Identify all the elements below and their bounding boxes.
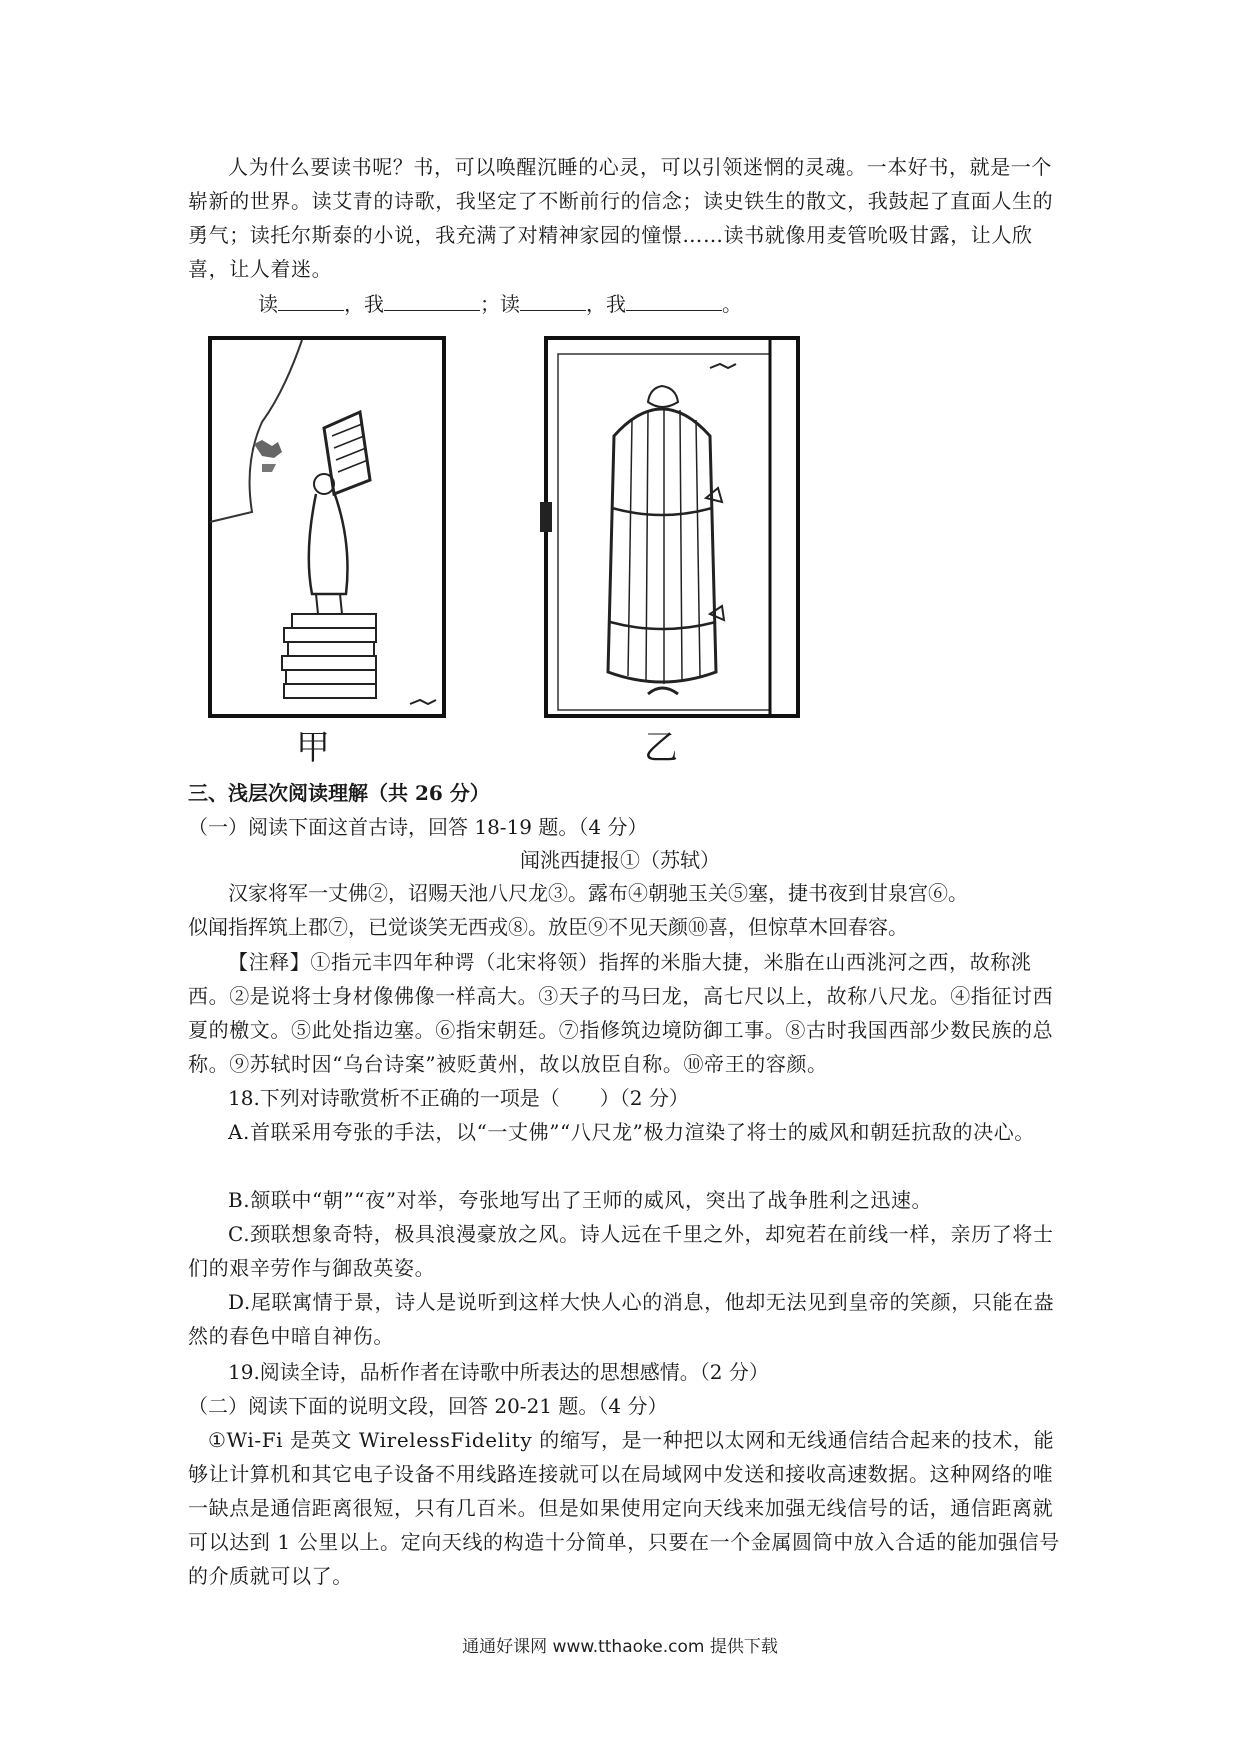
figure-label-left: 甲 [296, 728, 330, 768]
poem-line-1: 汉家将军一丈佛②，诏赐天池八尺龙③。露布④朝驰玉关⑤塞，捷书夜到甘泉宫⑥。 [228, 881, 968, 905]
figure-label-right: 乙 [644, 728, 678, 768]
cartoon-right-drawing [540, 332, 804, 766]
cartoon-figure-left [184, 332, 468, 766]
option-b[interactable]: B.颔联中“朝”“夜”对举，夸张地写出了王师的威风，突出了战争胜利之迅速。 [228, 1188, 933, 1212]
question-19: 19.阅读全诗，品析作者在诗歌中所表达的思想感情。（2 分） [228, 1360, 769, 1384]
fill-read-1: 读 [258, 292, 278, 316]
question-18: 18.下列对诗歌赏析不正确的一项是（ ）（2 分） [228, 1086, 689, 1110]
fill-end: 。 [722, 292, 742, 316]
poem-title: 闻洮西捷报①（苏轼） [520, 848, 720, 872]
footer-source: 通通好课网 www.tthaoke.com 提供下载 [462, 1637, 778, 1657]
part-one-heading: （一）阅读下面这首古诗，回答 18-19 题。（4 分） [188, 815, 648, 839]
blank-2[interactable] [384, 288, 480, 311]
intro-paragraph: 人为什么要读书呢？书，可以唤醒沉睡的心灵，可以引领迷惘的灵魂。一本好书，就是一个崭新的世界。读艾青的诗歌，我坚定了不断前行的信念；读史铁生的散文，我鼓起了直面人生的勇气；读托尔斯泰的小说，我充满了对精神家园的憧憬……读书就像用麦管吮吸甘露，让人欣喜，让人着迷。 [188, 155, 1054, 281]
fill-me-1: ，我 [344, 292, 384, 316]
cartoon-left-drawing [184, 332, 468, 766]
fill-in-blank-row [258, 287, 742, 321]
section-three-title: 三、浅层次阅读理解（共 26 分） [188, 781, 490, 805]
fill-read-2: ；读 [480, 292, 520, 316]
blank-1[interactable] [278, 288, 344, 311]
blank-3[interactable] [520, 288, 586, 311]
part-two-heading: （二）阅读下面的说明文段，回答 20-21 题。（4 分） [188, 1394, 668, 1418]
option-c[interactable]: C.颈联想象奇特，极具浪漫豪放之风。诗人远在千里之外，却宛若在前线一样，亲历了将士们的艰辛劳作与御敌英姿。 [188, 1222, 1054, 1280]
wifi-paragraph: ①Wi-Fi 是英文 WirelessFidelity 的缩写，是一种把以太网和无线通信结合起来的技术，能够让计算机和其它电子设备不用线路连接就可以在局域网中发送和接收高速数据。这种网络的唯一缺点是通信距离很短，只有几百米。但是如果使用定向天线来加强无线信号的话，通信距离就可以达到 1 公里以上。定向天线的构造十分简单，只要在一个金属圆筒中放入合适的能加强信号的介质就可以了。 [188, 1428, 1060, 1588]
blank-4[interactable] [626, 288, 722, 311]
fill-me-2: ，我 [586, 292, 626, 316]
poem-line-2: 似闻指挥筑上郡⑦，已觉谈笑无西戎⑧。放臣⑨不见天颜⑩喜，但惊草木回春容。 [188, 915, 908, 939]
poem-notes: 【注释】①指元丰四年种谔（北宋将领）指挥的米脂大捷，米脂在山西洮河之西，故称洮西。②是说将士身材像佛像一样高大。③天子的马曰龙，高七尺以上，故称八尺龙。④指征讨西夏的檄文。⑤此处指边塞。⑥指宋朝廷。⑦指修筑边境防御工事。⑧古时我国西部少数民族的总称。⑨苏轼时因“乌台诗案”被贬黄州，故以放臣自称。⑩帝王的容颜。 [188, 950, 1054, 1076]
option-d[interactable]: D.尾联寓情于景，诗人是说听到这样大快人心的消息，他却无法见到皇帝的笑颜，只能在盎然的春色中暗自神伤。 [188, 1290, 1055, 1348]
option-a[interactable]: A.首联采用夸张的手法，以“一丈佛”“八尺龙”极力渲染了将士的威风和朝廷抗敌的决心。 [228, 1120, 1035, 1144]
cartoon-figure-right [540, 332, 804, 766]
